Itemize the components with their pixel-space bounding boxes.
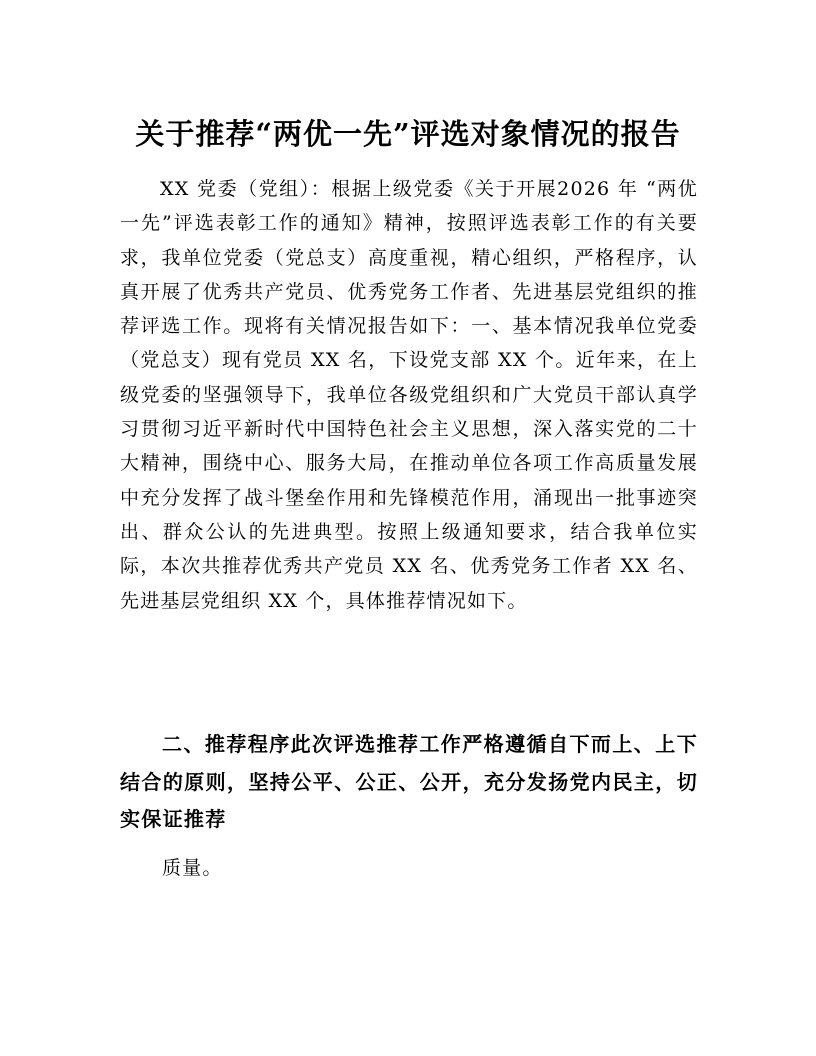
body-paragraph-intro: XX 党委（党组）：根据上级党委《关于开展2026 年 “两优一先”评选表彰工作的通知》精神，按照评选表彰工作的有关要求，我单位党委（党总支）高度重视，精心组织，严格程序，认真开展了优秀共产党员、优秀党务工作者、先进基层党组织的推荐评选工作。现将有关情况报告如下：一、基本情况我单位党委（党总支）现有党员 XX 名，下设党支部 XX 个。近年来，在上级党委的坚强领导下，我单位各级党组织和广大党员干部认真学习贯彻习近平新时代中国特色社会主义思想，深入落实党的二十大精神，围绕中心、服务大局，在推动单位各项工作高质量发展中充分发挥了战斗堡垒作用和先锋模范作用，涌现出一批事迹突出、群众公认的先进典型。按照上级通知要求，结合我单位实际，本次共推荐优秀共产党员 XX 名、优秀党务工作者 XX 名、先进基层党组织 XX 个，具体推荐情况如下。 xyxy=(120,178,698,612)
document-title: 关于推荐“两优一先”评选对象情况的报告 xyxy=(135,117,681,151)
body-paragraph-continuation: 质量。 xyxy=(162,857,223,879)
body-paragraph-procedure: 二、推荐程序此次评选推荐工作严格遵循自下而上、上下结合的原则，坚持公平、公正、公开，充分发扬党内民主，切实保证推荐 xyxy=(120,732,698,831)
